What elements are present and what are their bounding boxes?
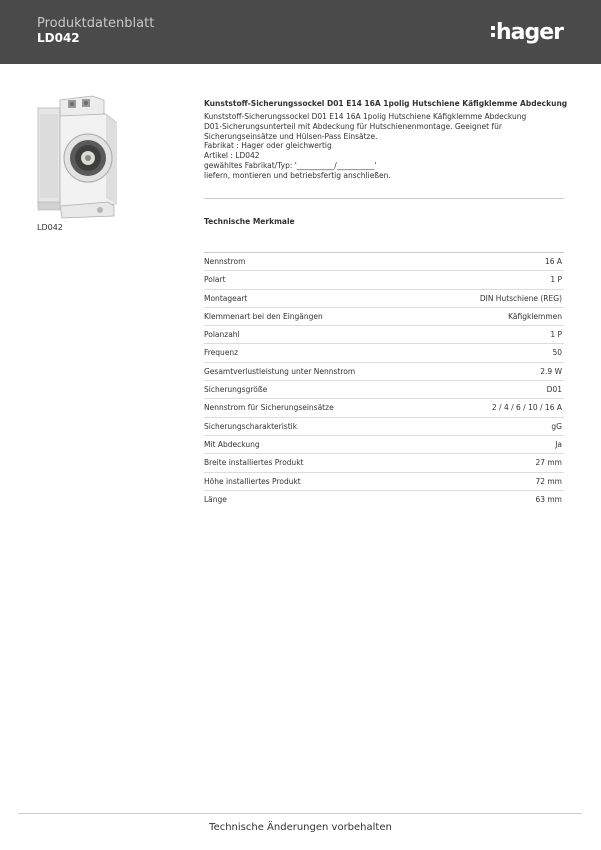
spec-label: Sicherungsgröße (204, 385, 268, 395)
spec-value: 27 mm (535, 458, 562, 468)
spec-row (204, 454, 564, 472)
spec-row (204, 253, 564, 271)
spec-value: 2.9 W (540, 366, 562, 376)
product-image (30, 94, 130, 220)
product-description (204, 112, 564, 181)
spec-label: Klemmenart bei den Eingängen (204, 311, 323, 321)
spec-row (204, 491, 564, 508)
spec-row (204, 308, 564, 326)
page-header (0, 0, 601, 64)
spec-value: gG (551, 421, 562, 431)
spec-label: Nennstrom für Sicherungseinsätze (204, 403, 334, 413)
spec-row (204, 381, 564, 399)
spec-label: Länge (204, 494, 227, 504)
spec-row (204, 271, 564, 289)
description-line: Kunststoff-Sicherungssockel D01 E14 16A 1polig Hutschiene Käfigklemme Abdeckung (204, 112, 527, 121)
brand-name: hager (496, 20, 564, 45)
spec-label: Breite installiertes Produkt (204, 458, 304, 468)
spec-row (204, 418, 564, 436)
footer-note: Technische Änderungen vorbehalten (209, 822, 392, 833)
spec-label: Polanzahl (204, 330, 240, 340)
spec-row (204, 344, 564, 362)
product-title: Kunststoff-Sicherungssockel D01 E14 16A 1polig Hutschiene Käfigklemme Abdeckung (204, 99, 568, 108)
specs-table (204, 252, 564, 508)
spec-label: Mit Abdeckung (204, 439, 260, 449)
spec-value: 72 mm (535, 476, 562, 486)
description-line: Fabrikat : Hager oder gleichwertig (204, 141, 332, 151)
footer-divider (18, 813, 582, 814)
spec-value: 2 / 4 / 6 / 10 / 16 A (491, 403, 562, 413)
spec-row (204, 399, 564, 417)
spec-value: D01 (546, 385, 562, 395)
spec-row (204, 473, 564, 491)
spec-label: Polart (204, 275, 226, 285)
spec-label: Nennstrom (204, 257, 246, 266)
spec-label: Höhe installiertes Produkt (204, 476, 301, 486)
spec-value: 50 (552, 348, 562, 358)
spec-value: Ja (555, 439, 562, 449)
spec-row (204, 290, 564, 308)
hager-logo (491, 18, 571, 46)
spec-label: Sicherungscharakteristik (204, 421, 298, 431)
spec-value: Käfigklemmen (508, 311, 562, 321)
spec-row (204, 326, 564, 344)
description-line: gewähltes Fabrikat/Typ: '__________/__________' (204, 160, 377, 170)
description-line: Sicherungseinsätze und Hülsen-Pass Einsätze. (204, 131, 378, 141)
spec-value: 1 P (550, 330, 562, 340)
document-id: LD042 (37, 31, 80, 45)
spec-label: Montageart (204, 293, 248, 303)
description-line: Artikel : LD042 (204, 151, 260, 161)
spec-label: Frequenz (204, 348, 239, 358)
document-type: Produktdatenblatt (37, 16, 155, 31)
description-line: D01-Sicherungsunterteil mit Abdeckung für Hutschienenmontage. Geeignet für (204, 121, 502, 131)
section-divider (204, 198, 564, 199)
spec-label: Gesamtverlustleistung unter Nennstrom (204, 366, 356, 376)
description-line: liefern, montieren und betriebsfertig anschließen. (204, 170, 391, 180)
image-caption: LD042 (37, 223, 63, 232)
spec-row (204, 363, 564, 381)
spec-row (204, 436, 564, 454)
spec-value: 63 mm (535, 494, 562, 504)
spec-value: 1 P (550, 275, 562, 285)
spec-value: DIN Hutschiene (REG) (479, 293, 562, 303)
specs-section-title: Technische Merkmale (204, 217, 295, 226)
spec-value: 16 A (544, 257, 562, 266)
